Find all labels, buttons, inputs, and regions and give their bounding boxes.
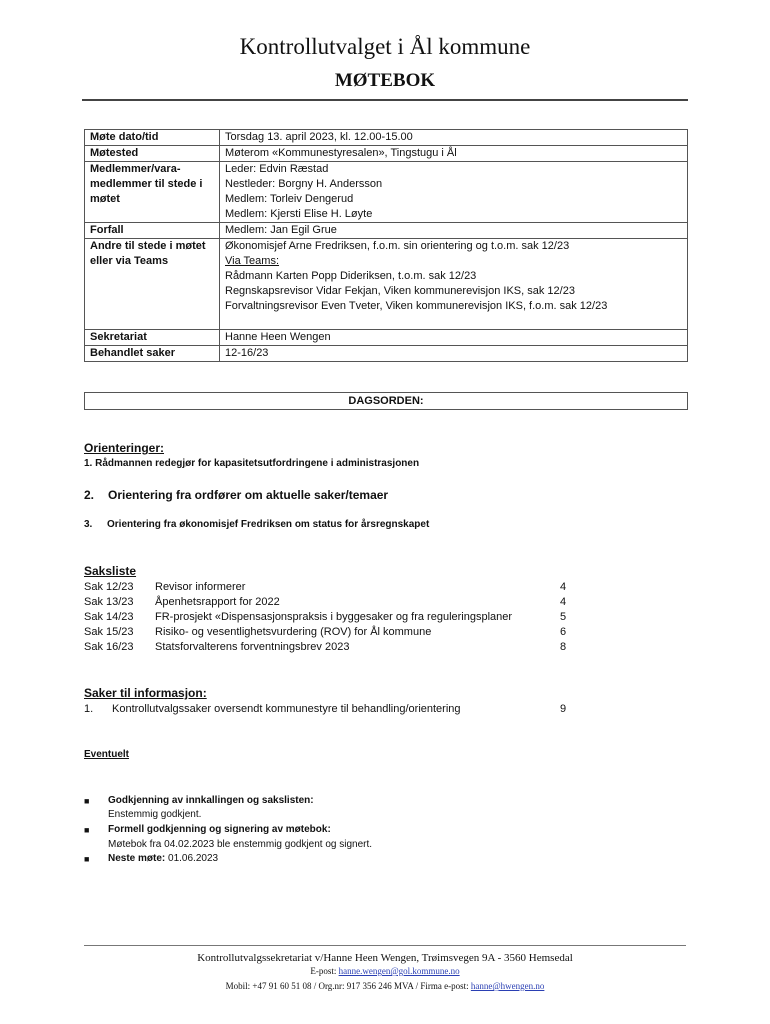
spacer xyxy=(225,314,682,329)
value-line-underlined: Via Teams: xyxy=(225,255,280,267)
bullet-bold-text: Formell godkjenning og signering av møtebok: xyxy=(108,824,331,835)
case-title: Statsforvalterens forventningsbrev 2023 xyxy=(155,641,350,653)
row-value xyxy=(220,346,688,362)
value-line: Regnskapsrevisor Vidar Fekjan, Viken kommunerevisjon IKS, sak 12/23 xyxy=(225,285,575,297)
case-number: Sak 16/23 xyxy=(84,641,134,653)
table-row xyxy=(85,146,688,162)
document-title: Kontrollutvalget i Ål kommune xyxy=(239,34,531,59)
footer-contact-line xyxy=(0,981,770,991)
row-value xyxy=(220,239,688,330)
case-number: Sak 12/23 xyxy=(84,581,134,593)
row-label: Medlemmer/vara-medlemmer til stede i møtet xyxy=(85,162,220,223)
case-page: 8 xyxy=(560,641,567,653)
row-label: Møtested xyxy=(85,146,220,162)
row-value xyxy=(220,146,688,162)
item-number: 1. xyxy=(84,703,94,715)
case-title: FR-prosjekt «Dispensasjonspraksis i byggesaker og fra reguleringsplaner xyxy=(155,611,513,623)
case-page: 4 xyxy=(560,581,567,593)
value-line: Økonomisjef Arne Fredriksen, f.o.m. sin orientering og t.o.m. sak 12/23 xyxy=(225,240,570,252)
item-number: 1. xyxy=(84,458,93,469)
agenda-heading: DAGSORDEN: xyxy=(84,392,688,410)
table-row xyxy=(85,239,688,330)
table-row xyxy=(85,346,688,362)
footer-address: Kontrollutvalgssekretariat v/Hanne Heen Wengen, Trøimsvegen 9A - 3560 Hemsedal xyxy=(197,952,573,964)
meeting-info-table xyxy=(84,129,688,362)
value-line: Rådmann Karten Popp Dideriksen, t.o.m. sak 12/23 xyxy=(225,270,477,282)
table-row xyxy=(85,162,688,223)
orientering-item xyxy=(84,519,429,530)
bullet-sub-text: Møtebok fra 04.02.2023 ble enstemmig godkjent og signert. xyxy=(108,839,373,850)
item-title: Kontrollutvalgssaker oversendt kommunestyre til behandling/orientering xyxy=(112,703,461,715)
orientering-item xyxy=(84,458,419,469)
value-line: Medlem: Torleiv Dengerud xyxy=(225,193,354,205)
informasjon-heading: Saker til informasjon: xyxy=(84,686,207,700)
case-title: Revisor informerer xyxy=(155,581,246,593)
eventuelt-heading: Eventuelt xyxy=(84,749,130,760)
item-text: Rådmannen redegjør for kapasitetsutfordringene i administrasjonen xyxy=(95,458,420,469)
footer-email-line xyxy=(0,966,770,976)
row-value xyxy=(220,223,688,239)
case-number: Sak 15/23 xyxy=(84,626,134,638)
header-divider xyxy=(82,99,688,101)
table-row xyxy=(85,330,688,346)
row-value xyxy=(220,330,688,346)
row-value xyxy=(220,162,688,223)
bullet-icon: ■ xyxy=(84,825,90,835)
row-label: Behandlet saker xyxy=(85,346,220,362)
email-label: E-post: xyxy=(310,966,339,976)
item-page: 9 xyxy=(560,703,567,715)
row-label: Sekretariat xyxy=(85,330,220,346)
case-number: Sak 13/23 xyxy=(84,596,134,608)
email-link[interactable]: hanne.wengen@gol.kommune.no xyxy=(338,966,460,976)
row-label: Andre til stede i møtet eller via Teams xyxy=(85,239,220,330)
firm-email-link[interactable]: hanne@hwengen.no xyxy=(470,981,545,991)
case-page: 4 xyxy=(560,596,567,608)
orienteringer-heading: Orienteringer: xyxy=(84,441,165,455)
row-label: Forfall xyxy=(85,223,220,239)
value-line: Medlem: Kjersti Elise H. Løyte xyxy=(225,208,373,220)
value-line: Møterom «Kommunestyresalen», Tingstugu i Ål xyxy=(225,147,457,159)
bullet-icon: ■ xyxy=(84,854,90,864)
value-line: 12-16/23 xyxy=(225,347,269,359)
item-number: 2. xyxy=(84,488,95,502)
case-title: Risiko- og vesentlighetsvurdering (ROV) for Ål kommune xyxy=(155,626,432,638)
bullet-text xyxy=(108,852,218,866)
row-label: Møte dato/tid xyxy=(85,130,220,146)
table-row xyxy=(85,130,688,146)
item-text: Orientering fra økonomisjef Fredriksen om status for årsregnskapet xyxy=(107,519,430,530)
table-row xyxy=(85,223,688,239)
footer-divider xyxy=(84,945,686,946)
item-text: Orientering fra ordfører om aktuelle saker/temaer xyxy=(108,488,389,502)
saksliste-heading: Saksliste xyxy=(84,564,137,578)
case-page: 6 xyxy=(560,626,567,638)
bullet-normal-text: 01.06.2023 xyxy=(165,853,219,864)
case-number: Sak 14/23 xyxy=(84,611,134,623)
bullet-sub-text: Enstemmig godkjent. xyxy=(108,809,202,820)
value-line: Torsdag 13. april 2023, kl. 12.00-15.00 xyxy=(225,131,413,143)
orientering-item xyxy=(84,488,388,502)
case-page: 5 xyxy=(560,611,567,623)
value-line: Forvaltningsrevisor Even Tveter, Viken kommunerevisjon IKS, f.o.m. sak 12/23 xyxy=(225,300,608,312)
value-line: Medlem: Jan Egil Grue xyxy=(225,224,337,236)
item-number: 3. xyxy=(84,519,93,530)
contact-text: Mobil: +47 91 60 51 08 / Org.nr: 917 356 246 MVA / Firma e-post: xyxy=(225,981,471,991)
value-line: Nestleder: Borgny H. Andersson xyxy=(225,178,383,190)
bullet-bold-text: Neste møte: xyxy=(108,853,166,864)
bullet-icon: ■ xyxy=(84,796,90,806)
case-title: Åpenhetsrapport for 2022 xyxy=(155,596,280,608)
value-line: Hanne Heen Wengen xyxy=(225,331,331,343)
bullet-bold-text: Godkjenning av innkallingen og sakslisten: xyxy=(108,795,314,806)
document-subtitle: MØTEBOK xyxy=(334,70,436,91)
value-line: Leder: Edvin Ræstad xyxy=(225,163,329,175)
row-value xyxy=(220,130,688,146)
